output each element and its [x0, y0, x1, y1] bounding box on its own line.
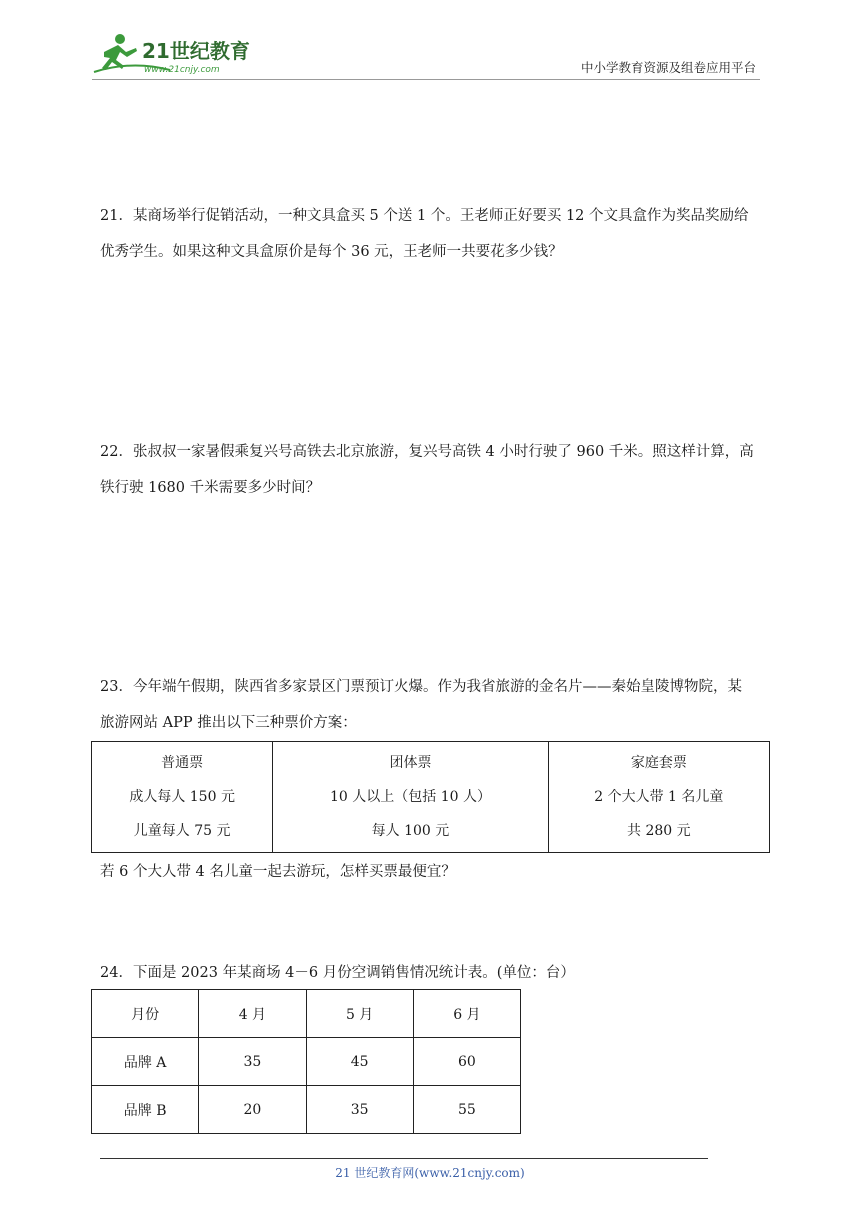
ticket-type: 家庭套票	[630, 755, 687, 771]
logo-runner-head-icon	[115, 34, 125, 44]
table-row	[92, 1086, 521, 1134]
ticket-detail: 共 280 元	[627, 823, 691, 839]
question-line: 22．张叔叔一家暑假乘复兴号高铁去北京旅游，复兴号高铁 4 小时行驶了 960 千米。照这样计算，高	[100, 444, 754, 460]
question-line: 21．某商场举行促销活动，一种文具盒买 5 个送 1 个。王老师正好要买 12 个文具盒作为奖品奖励给	[100, 208, 749, 224]
question-line: 旅游网站 APP 推出以下三种票价方案：	[100, 715, 357, 731]
question-line: 24．下面是 2023 年某商场 4－6 月份空调销售情况统计表。(单位：台）	[100, 965, 575, 981]
table-row	[92, 742, 770, 853]
question-23-followup: 若 6 个大人带 4 名儿童一起去游玩，怎样买票最便宜？	[100, 864, 456, 880]
question-23	[100, 669, 764, 741]
table-cell: 45	[306, 1038, 413, 1086]
ticket-price-table	[91, 741, 770, 853]
ticket-option	[548, 742, 769, 853]
ticket-detail: 儿童每人 75 元	[133, 823, 231, 839]
table-row	[92, 1038, 521, 1086]
logo-21cnjy	[92, 30, 262, 76]
logo-text: 21世纪教育	[142, 39, 250, 63]
ticket-option	[273, 742, 548, 853]
header-divider	[92, 79, 760, 80]
question-line: 铁行驶 1680 千米需要多少时间？	[100, 480, 321, 496]
ticket-type: 团体票	[389, 755, 432, 771]
question-line: 优秀学生。如果这种文具盒原价是每个 36 元，王老师一共要花多少钱？	[100, 244, 563, 260]
question-24	[100, 955, 764, 991]
footer-text[interactable]: 21 世纪教育网(www.21cnjy.com)	[335, 1166, 525, 1180]
sales-table	[91, 989, 521, 1134]
question-22	[100, 434, 764, 506]
platform-name: 中小学教育资源及组卷应用平台	[580, 60, 756, 75]
header-cell: 6 月	[413, 990, 520, 1038]
question-line: 23．今年端午假期，陕西省多家景区门票预订火爆。作为我省旅游的金名片——秦始皇陵博物院，某	[100, 679, 742, 695]
ticket-detail: 10 人以上（包括 10 人）	[329, 789, 491, 805]
table-cell: 55	[413, 1086, 520, 1134]
table-cell: 35	[306, 1086, 413, 1134]
table-cell: 35	[199, 1038, 306, 1086]
ticket-detail: 成人每人 150 元	[129, 789, 235, 805]
row-label: 品牌 B	[92, 1086, 199, 1134]
table-cell: 60	[413, 1038, 520, 1086]
ticket-option	[92, 742, 273, 853]
footer-divider	[100, 1158, 708, 1159]
row-label: 品牌 A	[92, 1038, 199, 1086]
ticket-detail: 每人 100 元	[371, 823, 450, 839]
question-21	[100, 198, 764, 270]
ticket-type: 普通票	[161, 755, 204, 771]
header-cell: 月份	[92, 990, 199, 1038]
header-cell: 5 月	[306, 990, 413, 1038]
logo-url: www.21cnjy.com	[144, 65, 220, 75]
table-cell: 20	[199, 1086, 306, 1134]
header-cell: 4 月	[199, 990, 306, 1038]
table-header-row	[92, 990, 521, 1038]
ticket-detail: 2 个大人带 1 名儿童	[594, 789, 724, 805]
page-header	[92, 28, 760, 78]
